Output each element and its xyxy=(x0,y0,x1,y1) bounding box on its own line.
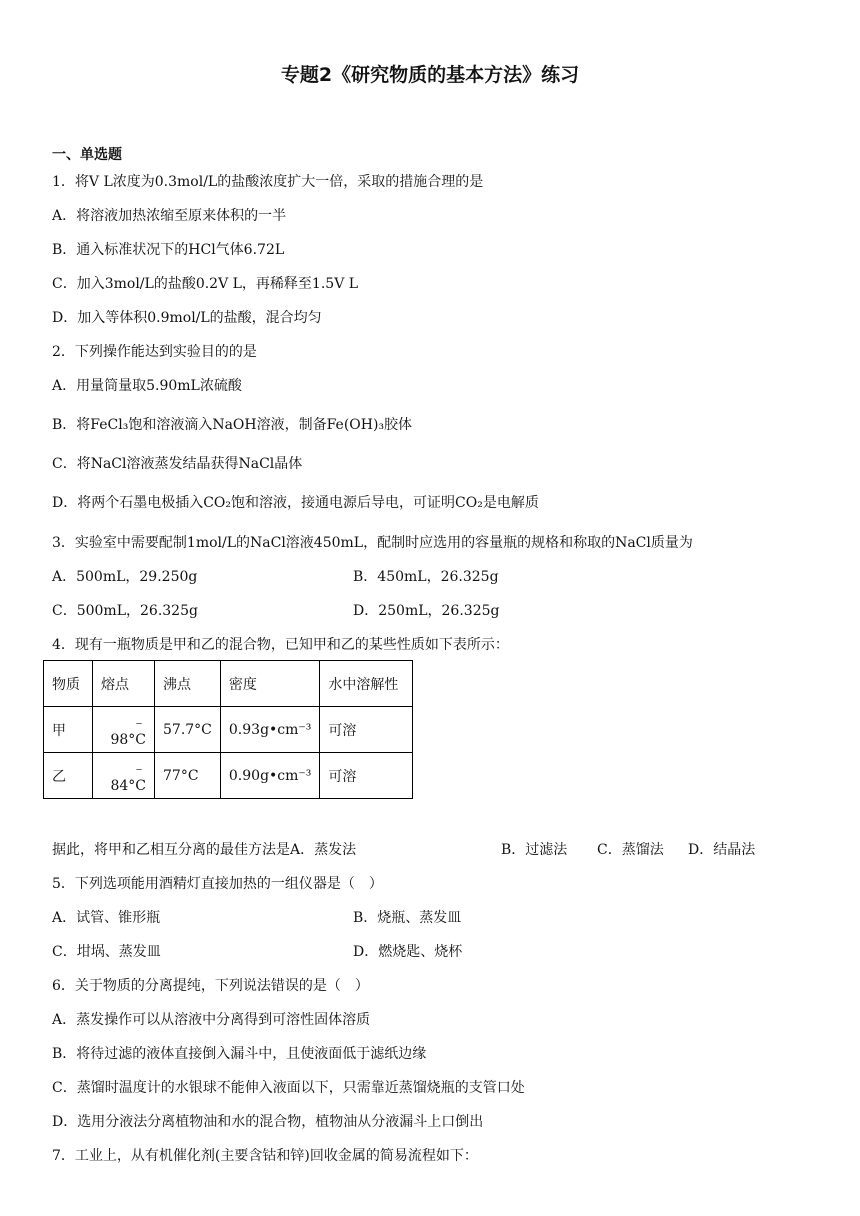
table-cell: ﹣98°C xyxy=(93,707,155,753)
table-cell: 乙 xyxy=(44,753,93,799)
q3-option-c: C．500mL，26.325g xyxy=(52,603,198,619)
table-row xyxy=(44,707,413,753)
q6-option-b: B．将待过滤的液体直接倒入漏斗中，且使液面低于滤纸边缘 xyxy=(52,1046,427,1062)
q3-option-d: D．250mL，26.325g xyxy=(353,603,500,619)
q4-conclusion: 据此，将甲和乙相互分离的最佳方法是A．蒸发法 xyxy=(52,842,357,858)
table-row xyxy=(44,753,413,799)
table-header-cell: 熔点 xyxy=(93,661,155,707)
question-5-stem: 5．下列选项能用酒精灯直接加热的一组仪器是（ ） xyxy=(52,876,383,892)
q1-option-c: C．加入3mol/L的盐酸0.2V L，再稀释至1.5V L xyxy=(52,276,359,292)
table-header-cell: 沸点 xyxy=(155,661,221,707)
q5-option-a: A．试管、锥形瓶 xyxy=(52,910,161,926)
question-4-stem: 4．现有一瓶物质是甲和乙的混合物，已知甲和乙的某些性质如下表所示： xyxy=(52,637,509,653)
q4-option-d: D．结晶法 xyxy=(688,842,756,858)
table-cell: 0.90g•cm⁻³ xyxy=(220,753,320,799)
table-cell: 可溶 xyxy=(320,707,413,753)
q5-option-c: C．坩埚、蒸发皿 xyxy=(52,944,161,960)
table-header-cell: 物质 xyxy=(44,661,93,707)
table-header-row xyxy=(44,661,413,707)
section-heading: 一、单选题 xyxy=(52,147,122,163)
table-cell: ﹣84°C xyxy=(93,753,155,799)
q2-option-b: B．将FeCl₃饱和溶液滴入NaOH溶液，制备Fe(OH)₃胶体 xyxy=(52,417,413,433)
table-cell: 可溶 xyxy=(320,753,413,799)
table-cell: 77°C xyxy=(155,753,221,799)
q4-option-b: B．过滤法 xyxy=(501,842,568,858)
q4-option-c: C．蒸馏法 xyxy=(597,842,664,858)
q6-option-c: C．蒸馏时温度计的水银球不能伸入液面以下，只需靠近蒸馏烧瓶的支管口处 xyxy=(52,1080,525,1096)
q1-option-b: B．通入标准状况下的HCl气体6.72L xyxy=(52,242,285,258)
question-3-stem: 3．实验室中需要配制1mol/L的NaCl溶液450mL，配制时应选用的容量瓶的规格和称取的NaCl质量为 xyxy=(52,535,693,551)
q1-option-a: A．将溶液加热浓缩至原来体积的一半 xyxy=(52,208,287,224)
q3-option-b: B．450mL，26.325g xyxy=(353,569,499,585)
table-cell: 0.93g•cm⁻³ xyxy=(220,707,320,753)
q1-option-d: D．加入等体积0.9mol/L的盐酸，混合均匀 xyxy=(52,310,322,326)
q3-option-a: A．500mL，29.250g xyxy=(52,569,198,585)
q6-option-d: D．选用分液法分离植物油和水的混合物，植物油从分液漏斗上口倒出 xyxy=(52,1114,484,1130)
q6-option-a: A．蒸发操作可以从溶液中分离得到可溶性固体溶质 xyxy=(52,1012,371,1028)
q5-option-b: B．烧瓶、蒸发皿 xyxy=(353,910,462,926)
properties-table xyxy=(43,660,413,799)
q2-option-a: A．用量筒量取5.90mL浓硫酸 xyxy=(52,378,242,394)
q2-option-c: C．将NaCl溶液蒸发结晶获得NaCl晶体 xyxy=(52,456,303,472)
q5-option-d: D．燃烧匙、烧杯 xyxy=(353,944,463,960)
question-6-stem: 6．关于物质的分离提纯，下列说法错误的是（ ） xyxy=(52,978,369,994)
question-7-stem: 7．工业上，从有机催化剂(主要含钴和锌)回收金属的简易流程如下： xyxy=(52,1148,478,1164)
table-header-cell: 水中溶解性 xyxy=(320,661,413,707)
q2-option-d: D．将两个石墨电极插入CO₂饱和溶液，接通电源后导电，可证明CO₂是电解质 xyxy=(52,495,539,511)
table-cell: 57.7°C xyxy=(155,707,221,753)
table-cell: 甲 xyxy=(44,707,93,753)
question-1-stem: 1．将V L浓度为0.3mol/L的盐酸浓度扩大一倍，采取的措施合理的是 xyxy=(52,174,484,190)
page-title: 专题2《研究物质的基本方法》练习 xyxy=(280,64,580,86)
question-2-stem: 2．下列操作能达到实验目的的是 xyxy=(52,344,257,360)
table-header-cell: 密度 xyxy=(220,661,320,707)
